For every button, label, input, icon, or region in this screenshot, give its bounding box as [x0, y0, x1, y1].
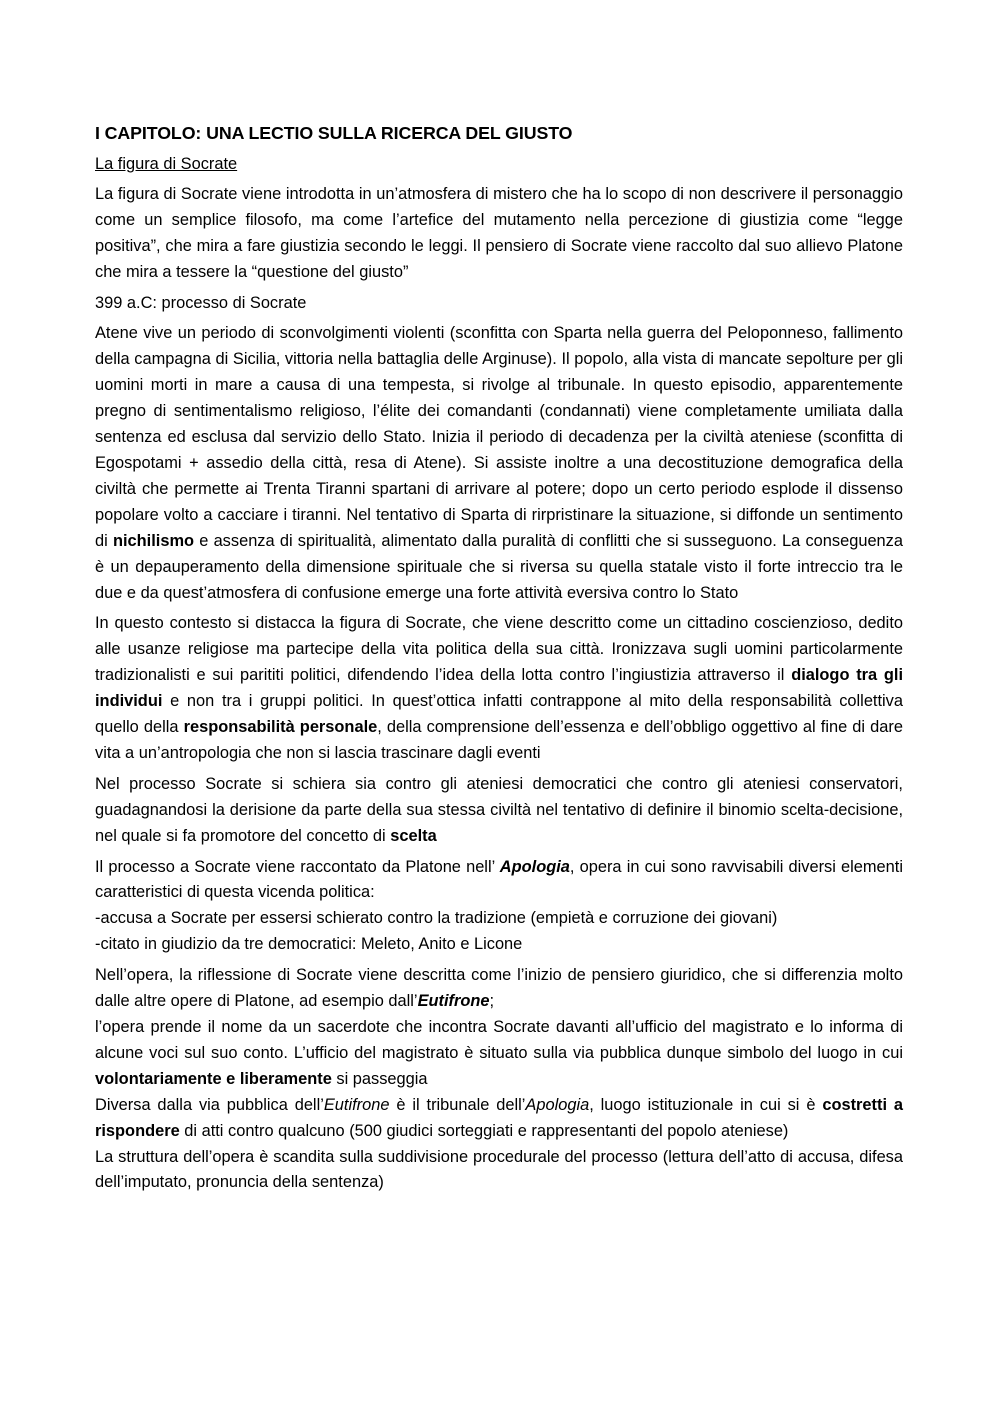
bold-term: volontariamente e liberamente — [95, 1069, 332, 1088]
text-run: , opera in cui sono ravvisabili diversi elementi caratteristici di questa vicenda politica: — [95, 857, 903, 902]
document-page — [95, 118, 903, 1196]
date-line: 399 a.C: processo di Socrate — [95, 293, 307, 312]
list-item: -accusa a Socrate per essersi schierato contro la tradizione (empietà e corruzione dei giovani) — [95, 909, 778, 928]
bold-term: responsabilità personale — [183, 718, 378, 737]
bold-italic-title: Apologia — [499, 857, 570, 876]
text-run: e assenza di spiritualità, alimentato dalla puralità di conflitti che si susseguono. La conseguenza è un depauperamento della dimensione spirituale che si riversa su quella statale visto il forte intreccio tra le due e da quest’atmosfera di confusione emerge una forte attività eversiva contro lo Stato — [95, 531, 903, 602]
paragraph-structure: La struttura dell’opera è scandita sulla suddivisione procedurale del processo (lettura dell’atto di accusa, difesa dell’imputato, pronuncia della sentenza) — [95, 1147, 903, 1192]
text-run: di atti contro qualcuno (500 giudici sorteggiati e rappresentanti del popolo ateniese) — [179, 1121, 789, 1140]
text-run: Nel processo Socrate si schiera sia contro gli ateniesi democratici che contro gli ateniesi conservatori, guadagnandosi la derisione da parte della sua stessa civiltà nel tentativo di definire il binomio scelta-decisione, nel quale si fa promotore del concetto di — [95, 774, 903, 845]
paragraph-context — [95, 321, 903, 606]
bold-term: nichilismo — [112, 531, 195, 550]
paragraph-eutifrone — [95, 963, 903, 1015]
italic-title: Eutifrone — [323, 1095, 390, 1114]
text-run: In questo contesto si distacca la figura di Socrate, che viene descritto come un cittadino coscienzioso, dedito alle usanze religiose ma partecipe della vita politica della sua città. Ironizzava sugli uomini particolarmente tradizionalisti e sui parititi politici, difendendo l’idea della lotta contro l’ingiustizia attraverso il — [95, 614, 903, 685]
paragraph-magistrate — [95, 1015, 903, 1093]
bold-term: costretti a rispondere — [95, 1095, 903, 1140]
text-run: l’opera prende il nome da un sacerdote che incontra Socrate davanti all’ufficio del magistrato e lo informa di alcune voci sul suo conto. L’ufficio del magistrato è situato sulla via pubblica dunque simbolo del luogo in cui — [95, 1018, 903, 1062]
section-heading: La figura di Socrate — [95, 155, 238, 173]
paragraph-apologia — [95, 855, 903, 959]
chapter-title: I CAPITOLO: UNA LECTIO SULLA RICERCA DEL GIUSTO — [95, 123, 573, 143]
paragraph-intro: La figura di Socrate viene introdotta in un’atmosfera di mistero che ha lo scopo di non descrivere il personaggio come un semplice filosofo, ma come l’artefice del mutamento nella percezione di giustizia come “legge positiva”, che mira a fare giustizia secondo le leggi. Il pensiero di Socrate viene raccolto dal suo allievo Platone che mira a tessere la “questione del giusto” — [95, 184, 903, 281]
text-run: è il tribunale dell’ — [389, 1095, 526, 1114]
bold-term: dialogo tra gli individui — [95, 666, 904, 711]
text-run: Atene vive un periodo di sconvolgimenti violenti (sconfitta con Sparta nella guerra del Peloponneso, fallimento della campagna di Sicilia, vittoria nella battaglia delle Arginuse). Il popolo, alla vista di mancate sepolture per gli uomini morti in mare a causa di una tempesta, si rivolge al tribunale. In questo episodio, apparentemente pregno di sentimentalismo religioso, l’élite dei comandanti (condannati) viene completamente umiliata dalla sentenza ed esclusa dal servizio dello Stato. Inizia il periodo di decadenza per la civiltà ateniese (sconfitta di Egospotami + assedio della città, resa di Atene). Si assiste inoltre a una decostituzione demografica della civiltà che permette ai Trenta Tiranni spartani di arrivare al potere; dopo un certo periodo esplode il dissenso popolare volto a cacciare i tiranni. Nel tentativo di Sparta di rirpristinare la situazione, si diffonde un sentimento di — [95, 324, 903, 550]
text-run: ; — [489, 992, 495, 1011]
list-item: -citato in giudizio da tre democratici: Meleto, Anito e Licone — [95, 935, 523, 954]
text-run: , della comprensione dell’essenza e dell’obbligo oggettivo al fine di dare vita a un’antropologia che non si lascia trascinare dagli eventi — [95, 718, 903, 762]
text-run: Il processo a Socrate viene raccontato da Platone nell’ — [95, 857, 500, 876]
text-run: e non tra i gruppi politici. In quest’ottica infatti contrappone al mito della responsabilità collettiva quello della — [95, 692, 903, 737]
bold-italic-title: Eutifrone — [417, 992, 490, 1011]
paragraph-trial — [95, 772, 903, 850]
text-run: , luogo istituzionale in cui si è — [589, 1095, 823, 1114]
text-run: Nell’opera, la riflessione di Socrate viene descritta come l’inizio de pensiero giuridico, che si differenzia molto dalle altre opere di Platone, ad esempio dall’ — [95, 966, 903, 1011]
paragraph-tribunal — [95, 1093, 903, 1145]
paragraph-socrates — [95, 611, 903, 766]
text-run: si passeggia — [331, 1069, 428, 1088]
italic-title: Apologia — [525, 1095, 590, 1114]
text-run: Diversa dalla via pubblica dell’ — [95, 1095, 324, 1114]
bold-term: scelta — [390, 826, 437, 845]
